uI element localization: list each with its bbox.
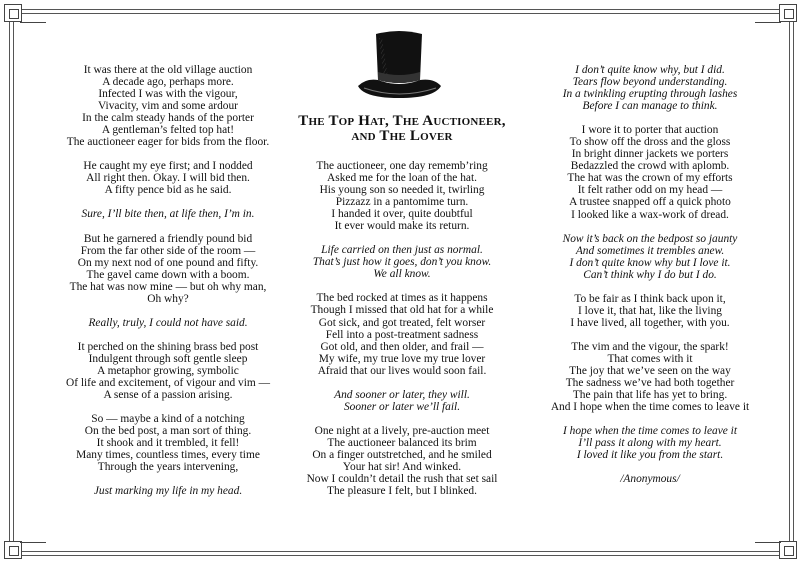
poem-line: A fifty pence bid as he said. [104, 184, 232, 197]
poem-line: But he garnered a friendly pound bid [83, 232, 253, 245]
poem-line: Now it’s back on the bedpost so jaunty [562, 232, 738, 245]
poem-line: Just marking my life in my head. [93, 485, 243, 498]
poem-line: In the calm steady hands of the porter [82, 112, 254, 125]
poem-line: And I hope when the time comes to leave it [550, 401, 750, 414]
poem-line: I love it, that hat, like the living [578, 304, 722, 317]
poem-line: Sure, I’ll bite then, at life then, I’m in. [81, 208, 255, 221]
stanza [37, 208, 299, 220]
poem-line: Got old, and then older, and frail — [320, 340, 484, 353]
poem-line: All right then. Okay. I will bid then. [86, 172, 250, 185]
poem-line: In bright dinner jackets we porters [571, 148, 729, 161]
poem-line: On the bed post, a man sort of thing. [84, 425, 252, 438]
poem-line: Now I couldn’t detail the rush that set sail [306, 473, 498, 486]
poem-line: Tears flow beyond understanding. [572, 76, 728, 89]
stanza [37, 233, 299, 305]
poem-line: It felt rather odd on my head — [577, 184, 723, 197]
stanza [525, 341, 775, 413]
poem-line: We all know. [373, 268, 431, 281]
border-tick [755, 542, 781, 543]
poem-line: A sense of a passion arising. [103, 389, 233, 402]
poem-line: The vim and the vigour, the spark! [571, 340, 729, 353]
top-hat-illustration [354, 28, 444, 108]
poem-column-2 [282, 160, 522, 509]
poem-line: The auctioneer balanced its brim [327, 436, 477, 449]
poem-line: I handed it over, quite doubtful [331, 208, 473, 221]
border-tick [20, 542, 46, 543]
poem-line: Oh why? [147, 292, 189, 305]
stanza [525, 64, 775, 112]
poem-line: The pleasure I felt, but I blinked. [327, 485, 477, 498]
poem-line: That’s just how it goes, don’t you know. [312, 256, 492, 269]
poem-line: The sadness we’ve had both together [565, 377, 735, 390]
poem-column-1 [37, 64, 299, 509]
poem-line: Many times, countless times, every time [76, 449, 260, 462]
poem-line: A gentleman’s felted top hat! [101, 124, 235, 137]
poem-line: Asked me for the loan of the hat. [327, 172, 477, 185]
poem-line: I don’t quite know why but I love it. [569, 256, 731, 269]
border-tick [20, 22, 46, 23]
corner-ornament [4, 541, 22, 559]
poem-line: I hope when the time comes to leave it [563, 425, 737, 438]
poem-line: That comes with it [607, 352, 693, 365]
poem-line: To be fair as I think back upon it, [574, 292, 726, 305]
poem-line: A trustee snapped off a quick photo [569, 196, 731, 209]
poem-line: Though I missed that old hat for a while [310, 304, 494, 317]
poem-line: Vivacity, vim and some ardour [98, 100, 238, 113]
poem-line: I looked like a wax-work of dread. [571, 208, 729, 221]
poem-line: Indulgent through soft gentle sleep [88, 352, 248, 365]
poem-line: In a twinkling erupting through lashes [562, 88, 738, 101]
poem-title [282, 114, 522, 144]
poem-line: Life carried on then just as normal. [321, 244, 483, 257]
poem-line: /Anonymous/ [620, 473, 680, 486]
stanza [282, 425, 522, 497]
poem-line: I loved it like you from the start. [576, 449, 724, 462]
poem-line: Afraid that our lives would soon fail. [317, 364, 487, 377]
poem-line: On my next nod of one pound and fifty. [77, 256, 259, 269]
poem-line: The pain that life has yet to bring. [572, 389, 728, 402]
corner-ornament [4, 4, 22, 22]
border-tick [755, 22, 781, 23]
poem-line: The hat was now mine — but oh why man, [69, 280, 267, 293]
stanza [37, 64, 299, 148]
stanza [525, 473, 775, 485]
poem-line: Before I can manage to think. [582, 100, 718, 113]
poem-line: The bed rocked at times as it happens [316, 292, 488, 305]
poem-line: Infected I was with the vigour, [98, 88, 238, 101]
poem-line: The auctioneer, one day rememb’ring [316, 160, 488, 172]
poem-line: It shook and it trembled, it fell! [96, 437, 240, 450]
stanza [37, 485, 299, 497]
stanza [37, 160, 299, 196]
poem-line: The joy that we’ve seen on the way [569, 364, 731, 377]
poem-line: It ever would make its return. [334, 220, 470, 233]
stanza [282, 389, 522, 413]
poem-column-3 [525, 64, 775, 497]
poem-line: His young son so needed it, twirling [319, 184, 485, 197]
title-line: The Top Hat, The Auctioneer, [298, 113, 506, 129]
poem-line: I don’t quite know why, but I did. [575, 64, 725, 76]
poem-line: My wife, my true love my true lover [318, 352, 486, 365]
poem-line: I have lived, all together, with you. [570, 316, 730, 329]
stanza [37, 413, 299, 473]
poem-line: To show off the dross and the gloss [569, 136, 731, 149]
poem-line: He caught my eye first; and I nodded [83, 160, 253, 173]
poem-line: So — maybe a kind of a notching [91, 413, 245, 426]
poem-line: It perched on the shining brass bed post [77, 340, 259, 353]
poem-line: Really, truly, I could not have said. [88, 316, 248, 329]
poem-line: Your hat sir! And winked. [342, 460, 462, 473]
poem-line: Of life and excitement, of vigour and vim — [65, 376, 271, 389]
corner-ornament [779, 541, 797, 559]
stanza [525, 124, 775, 220]
poem-line: And sometimes it trembles anew. [575, 244, 725, 257]
poem-line: On a finger outstretched, and he smiled [312, 448, 492, 461]
poem-line: And sooner or later, they will. [334, 388, 470, 401]
stanza [282, 292, 522, 376]
poem-line: I’ll pass it along with my heart. [578, 437, 722, 450]
poem-line: The gavel came down with a boom. [86, 268, 250, 281]
poem-line: One night at a lively, pre-auction meet [314, 424, 490, 437]
poem-line: Bedazzled the crowd with aplomb. [570, 160, 730, 173]
poem-line: Through the years intervening, [97, 461, 239, 474]
corner-ornament [779, 4, 797, 22]
poem-line: The hat was the crown of my efforts [567, 172, 733, 185]
title-line: and The Lover [351, 128, 453, 144]
poem-line: Pizzazz in a pantomime turn. [335, 196, 469, 209]
poem-line: I wore it to porter that auction [581, 124, 719, 137]
poem-line: Got sick, and got treated, felt worser [318, 316, 486, 329]
stanza [37, 341, 299, 401]
poem-line: Can’t think why I do but I do. [583, 268, 717, 281]
poem-line: From the far other side of the room — [80, 244, 256, 257]
stanza [282, 244, 522, 280]
stanza [525, 293, 775, 329]
stanza [525, 425, 775, 461]
poem-line: Sooner or later we’ll fail. [343, 400, 461, 413]
poem-line: A decade ago, perhaps more. [102, 76, 234, 89]
poem-line: It was there at the old village auction [83, 64, 253, 76]
stanza [525, 233, 775, 281]
poem-line: A metaphor growing, symbolic [97, 364, 239, 377]
poem-line: The auctioneer eager for bids from the floor. [66, 136, 270, 149]
stanza [37, 317, 299, 329]
stanza [282, 160, 522, 232]
poem-line: Fell into a post-treatment sadness [325, 328, 479, 341]
